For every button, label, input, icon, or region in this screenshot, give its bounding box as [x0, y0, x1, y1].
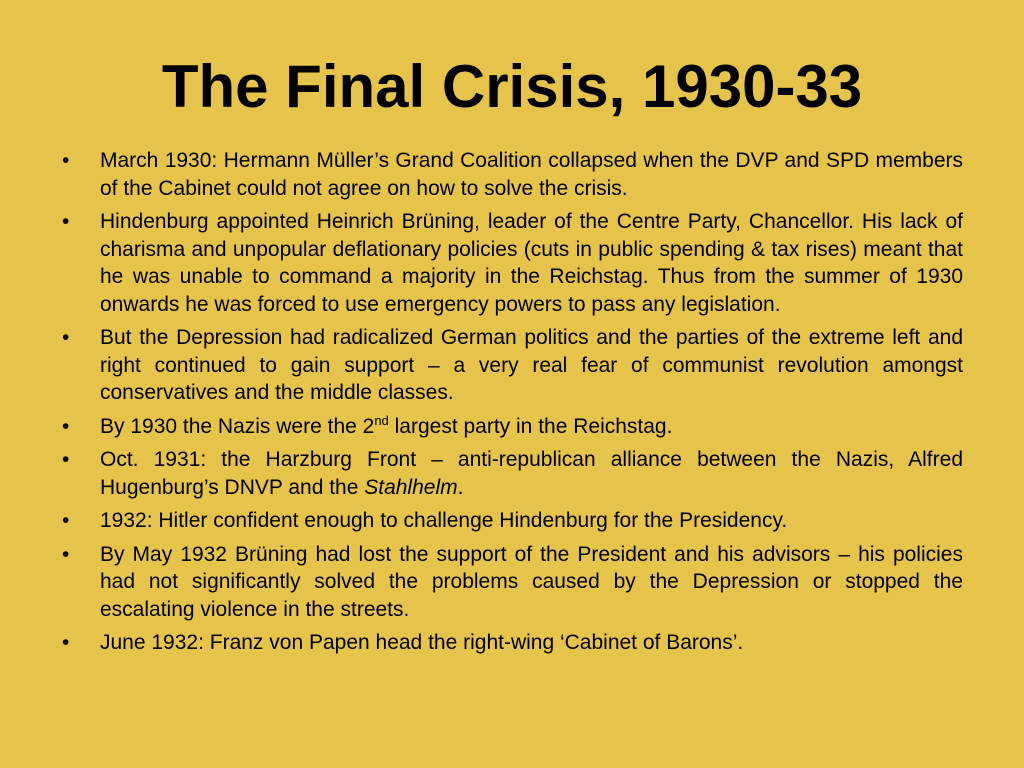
bullet-text-end: .	[457, 475, 464, 499]
bullet-list	[62, 147, 963, 663]
bullet-item	[62, 446, 963, 501]
bullet-item: • Hindenburg appointed Heinrich Brüning, leader of the Centre Party, Chancellor. His lack of charisma and unpopular deflationary policies (cuts in public spending & tax rises) meant that he was unable to command a majority in the Reichstag. Thus from the summer of 1930 onwards he was forced to use emergency powers to pass any legislation.	[62, 208, 963, 318]
bullet-item: • June 1932: Franz von Papen head the right-wing ‘Cabinet of Barons’.	[62, 629, 963, 657]
italic-term: Stahlhelm	[364, 475, 458, 499]
bullet-item: • March 1930: Hermann Müller’s Grand Coalition collapsed when the DVP and SPD members of the Cabinet could not agree on how to solve the crisis.	[62, 147, 963, 202]
bullet-item: • But the Depression had radicalized German politics and the parties of the extreme left and right continued to gain support – a very real fear of communist revolution amongst conservatives and the middle classes.	[62, 324, 963, 407]
bullet-text-start: By 1930 the Nazis were the 2	[100, 414, 375, 438]
bullet-text-start: Oct. 1931: the Harzburg Front – anti-republican alliance between the Nazis, Alfred Hugenburg’s DNVP and the	[100, 448, 963, 499]
bullet-text-end: largest party in the Reichstag.	[388, 414, 673, 438]
bullet-item: • By May 1932 Brüning had lost the support of the President and his advisors – his policies had not significantly solved the problems caused by the Depression or stopped the escalating violence in the streets.	[62, 541, 963, 624]
bullet-item	[62, 413, 963, 441]
slide-title: The Final Crisis, 1930-33	[161, 53, 863, 120]
ordinal-suffix: nd	[374, 412, 389, 428]
bullet-item: • 1932: Hitler confident enough to challenge Hindenburg for the Presidency.	[62, 507, 963, 535]
